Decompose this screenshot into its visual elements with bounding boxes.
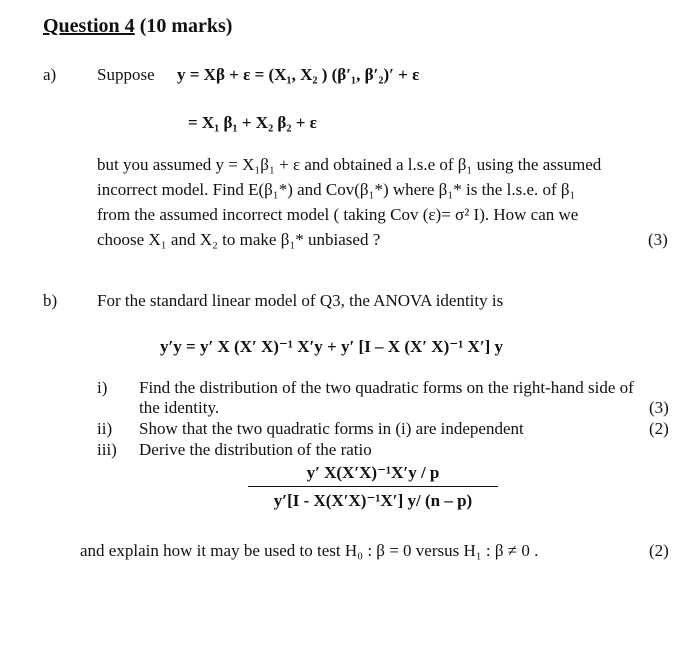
part-a-marks: (3)	[648, 230, 668, 249]
item-ii-label: ii)	[97, 419, 113, 438]
item-iii-text: Derive the distribution of the ratio	[139, 440, 372, 459]
part-a-equation-1: y = Xβ + ε = (X₁, X₂ ) (β′₁, β′₂)′ + ε	[177, 65, 420, 84]
part-b-intro: For the standard linear model of Q3, the ANOVA identity is	[97, 291, 504, 310]
ratio-fraction	[248, 463, 498, 511]
ratio-numerator: y′ X(X′X)⁻¹X′y / p	[306, 463, 440, 482]
item-iii-label: iii)	[97, 440, 117, 459]
question-title	[43, 15, 232, 38]
ratio-denominator: y′[I - X(X′X)⁻¹X′] y/ (n – p)	[273, 491, 473, 510]
question-number: Question 4	[43, 15, 135, 37]
item-i-line-2: the identity.	[139, 398, 220, 417]
part-a-suppose: Suppose	[97, 65, 155, 84]
closing-text: and explain how it may be used to test H₀ : β = 0 versus H₁ : β ≠ 0 .	[80, 541, 539, 560]
part-a-line-4: choose X₁ and X₂ to make β₁* unbiased ?	[97, 230, 381, 249]
fraction-bar	[248, 486, 498, 487]
anova-identity: y′y = y′ X (X′ X)⁻¹ X′y + y′ [I – X (X′ X)⁻¹ X′] y	[160, 337, 504, 356]
closing-marks: (2)	[649, 541, 669, 560]
part-b-label: b)	[43, 291, 58, 310]
part-a-line-2: incorrect model. Find E(β₁*) and Cov(β₁*) where β₁* is the l.s.e. of β₁	[97, 180, 576, 199]
part-a-line-1: but you assumed y = X₁β₁ + ε and obtained a l.s.e of β₁ using the assumed	[97, 155, 602, 174]
question-marks: (10 marks)	[134, 15, 233, 37]
part-a-equation-2: = X₁ β₁ + X₂ β₂ + ε	[188, 113, 317, 132]
item-ii-marks: (2)	[649, 419, 669, 438]
item-i-label: i)	[97, 378, 108, 397]
item-ii-text: Show that the two quadratic forms in (i) are independent	[139, 419, 524, 438]
item-i-marks: (3)	[649, 398, 669, 417]
part-a-label: a)	[43, 65, 57, 84]
part-a-line-3: from the assumed incorrect model ( taking Cov (ε)= σ² I). How can we	[97, 205, 579, 224]
item-i-line-1: Find the distribution of the two quadratic forms on the right-hand side of	[139, 378, 634, 397]
